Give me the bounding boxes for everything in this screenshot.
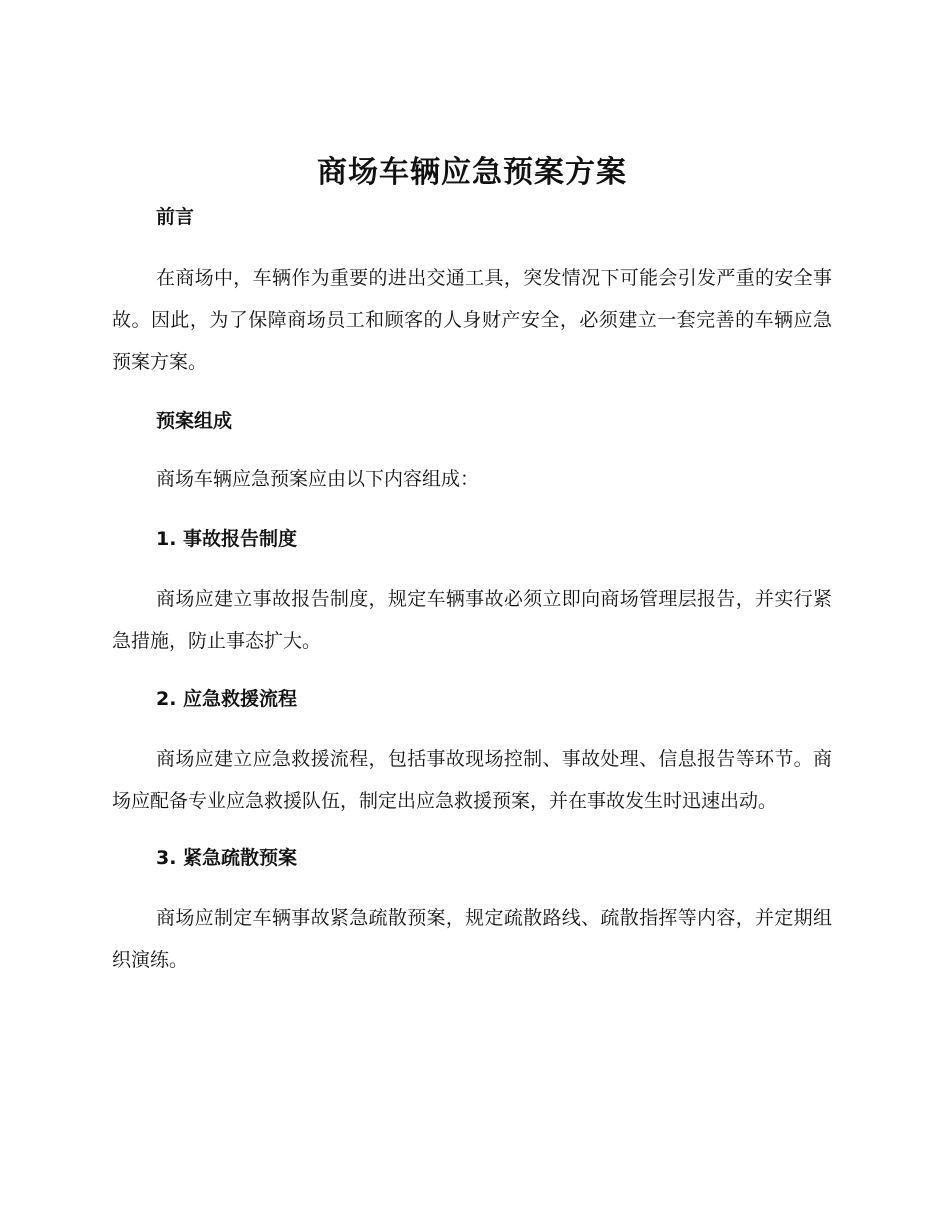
section-heading-accident-report: 1. 事故报告制度 <box>156 528 298 550</box>
section-heading-evacuation-plan: 3. 紧急疏散预案 <box>156 847 298 869</box>
section-paragraph-preface: 在商场中，车辆作为重要的进出交通工具，突发情况下可能会引发严重的安全事故。因此，为了保障商场员工和顾客的人身财产安全，必须建立一套完善的车辆应急预案方案。 <box>112 267 832 373</box>
section-paragraph-rescue-process: 商场应建立应急救援流程，包括事故现场控制、事故处理、信息报告等环节。商场应配备专业应急救援队伍，制定出应急救援预案，并在事故发生时迅速出动。 <box>112 748 832 812</box>
section-heading-rescue-process: 2. 应急救援流程 <box>156 688 298 710</box>
section-paragraph-evacuation-plan: 商场应制定车辆事故紧急疏散预案，规定疏散路线、疏散指挥等内容，并定期组织演练。 <box>112 907 832 971</box>
section-heading-preface: 前言 <box>156 206 195 228</box>
section-paragraph-composition: 商场车辆应急预案应由以下内容组成： <box>156 468 480 490</box>
section-heading-composition: 预案组成 <box>156 410 233 432</box>
document-title: 商场车辆应急预案方案 <box>317 155 627 190</box>
section-paragraph-accident-report: 商场应建立事故报告制度，规定车辆事故必须立即向商场管理层报告，并实行紧急措施，防止事态扩大。 <box>112 588 832 652</box>
document-page <box>112 148 832 981</box>
